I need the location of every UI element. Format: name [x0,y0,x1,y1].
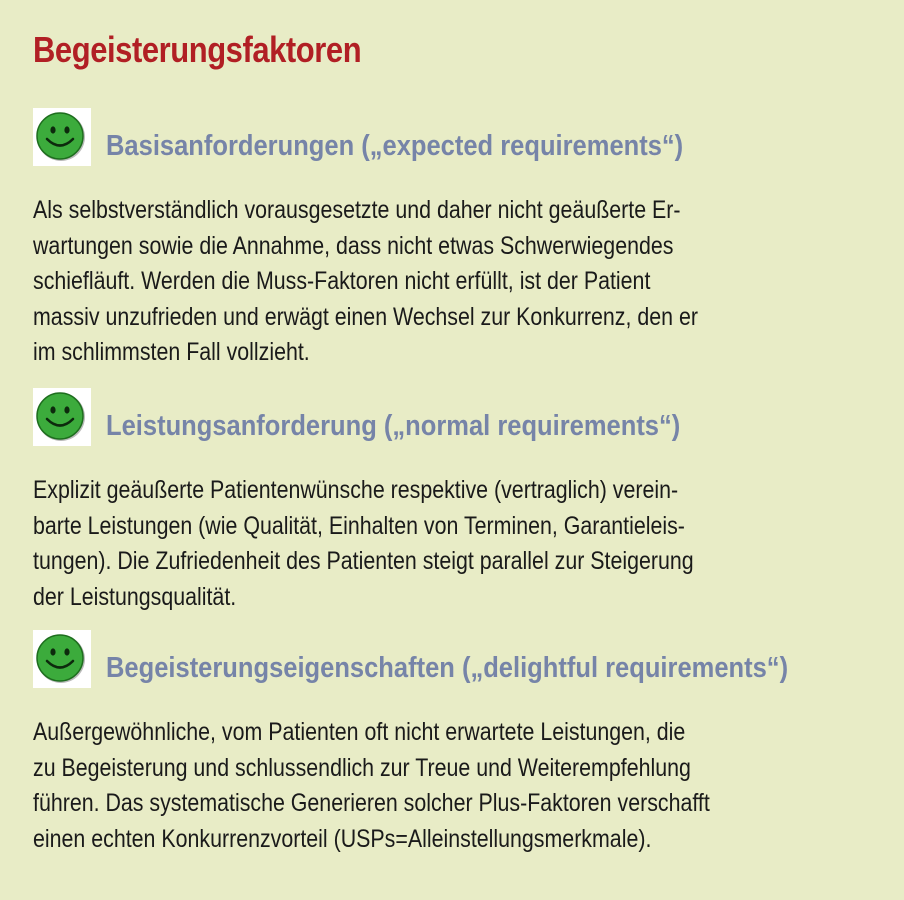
section-body [33,715,871,857]
text-line: einen echten Konkurrenzvorteil (USPs=Alleinstellungsmerkmale). [33,824,652,853]
text-line: Explizit geäußerte Patientenwünsche respektive (vertraglich) verein- [33,476,679,504]
smiley-icon [33,108,91,166]
text-line: schiefläuft. Werden die Muss-Faktoren nicht erfüllt, ist der Patient [33,267,651,295]
text-line: zu Begeisterung und schlussendlich zur Treue und Weiterempfehlung [33,753,691,782]
text-line: führen. Das systematische Generieren solcher Plus-Faktoren verschafft [33,789,710,817]
text-line: der Leistungsqualität. [33,582,237,611]
text-line: wartungen sowie die Annahme, dass nicht etwas Schwerwiegendes [33,231,674,260]
section-body [33,473,871,615]
smiley-icon [33,388,91,446]
section-body [33,193,871,371]
section-title: Basisanforderungen („expected requirements“) [106,130,684,162]
page-title: Begeisterungsfaktoren [33,29,362,70]
text-line: massiv unzufrieden und erwägt einen Wechsel zur Konkurrenz, den er [33,302,698,331]
section-heading-begeisterung [33,630,893,690]
text-line: Außergewöhnliche, vom Patienten oft nicht erwartete Leistungen, die [33,718,686,746]
text-line: Als selbstverständlich vorausgesetzte und daher nicht geäußerte Er- [33,196,681,224]
text-line: barte Leistungen (wie Qualität, Einhalten von Terminen, Garantieleis- [33,511,685,540]
text-line: tungen). Die Zufriedenheit des Patienten steigt parallel zur Steigerung [33,547,694,575]
section-heading-basis [33,108,893,168]
text-line: im schlimmsten Fall vollzieht. [33,338,310,366]
smiley-icon [33,630,91,688]
section-title: Leistungsanforderung („normal requirements“) [106,410,681,442]
section-title: Begeisterungseigenschaften („delightful requirements“) [106,652,789,684]
section-heading-leistung [33,388,893,448]
